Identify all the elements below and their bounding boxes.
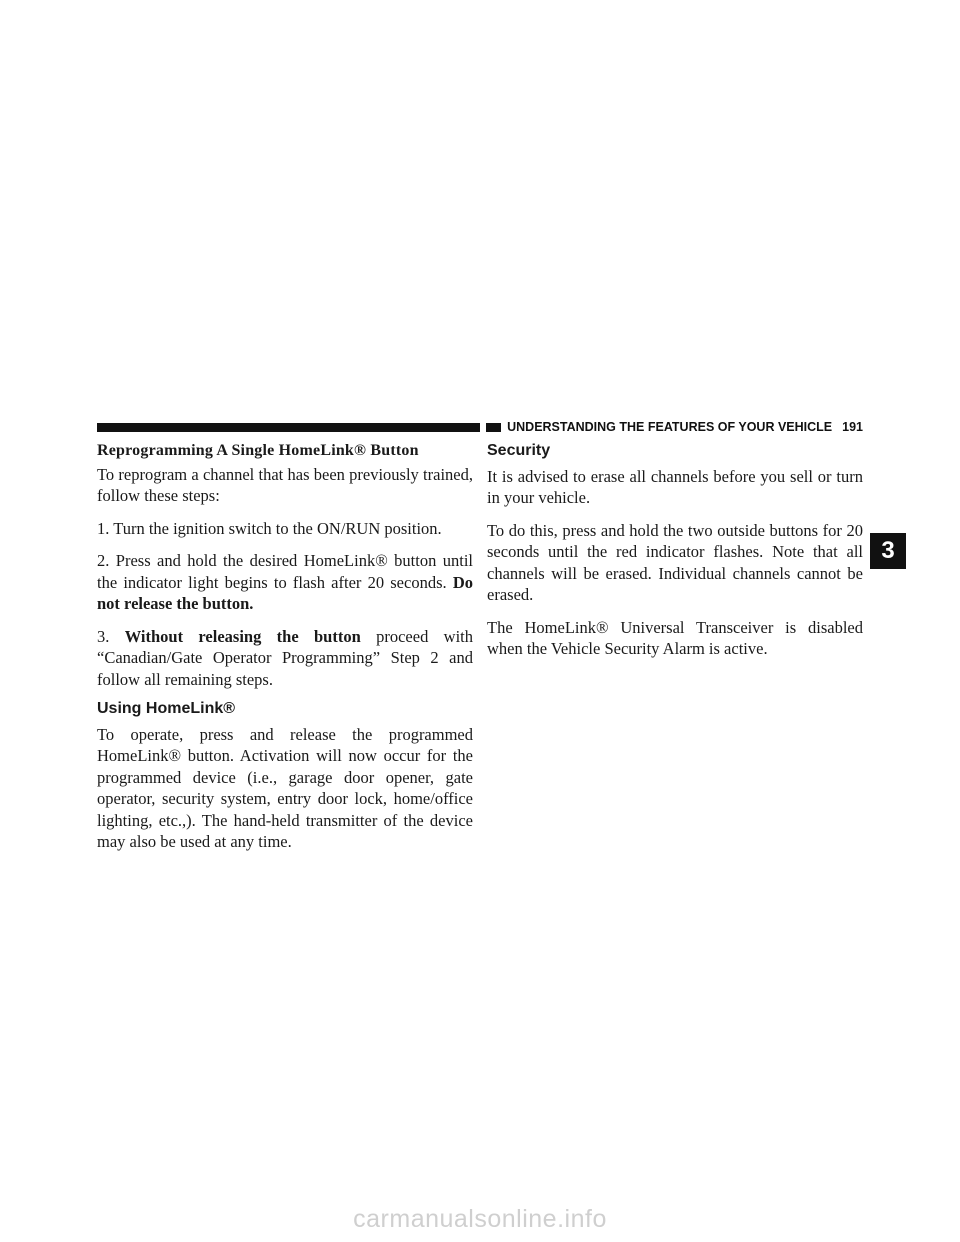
header-rule-left [97,423,480,432]
step-2 [97,550,473,615]
step-3 [97,626,473,691]
step-2-text: 2. Press and hold the desired HomeLink® button until the indicator light begins to flash after 20 seconds. [97,551,473,592]
security-paragraph-1: It is advised to erase all channels before you sell or turn in your vehicle. [487,466,863,507]
security-paragraph-2: To do this, press and hold the two outside buttons for 20 seconds until the red indicator flashes. Note that all channels will be erased. Individual channels cannot be erased. [487,520,863,604]
right-column [487,440,863,671]
heading-security: Security [487,442,551,459]
step-1: 1. Turn the ignition switch to the ON/RUN position. [97,518,442,538]
step-3-number: 3. [97,626,110,646]
left-column [97,440,473,864]
page-number: 191 [842,420,863,434]
reprogram-intro: To reprogram a channel that has been previously trained, follow these steps: [97,464,473,505]
heading-reprogramming: Reprogramming A Single HomeLink® Button [97,442,419,459]
step-3-bold: Without releasing the button [124,626,361,646]
running-header [501,418,863,437]
heading-using-homelink: Using HomeLink® [97,700,236,717]
step-2-warning: Do not release the button. [97,572,473,613]
step-3-text: proceed with “Canadian/Gate Operator Programming” Step 2 and follow all remaining steps. [97,626,473,689]
header-title: UNDERSTANDING THE FEATURES OF YOUR VEHICLE [507,420,833,434]
section-tab: 3 [870,533,906,569]
security-paragraph-3: The HomeLink® Universal Transceiver is disabled when the Vehicle Security Alarm is active. [487,617,863,658]
watermark: carmanualsonline.info [353,1205,607,1233]
using-homelink-text: To operate, press and release the programmed HomeLink® button. Activation will now occur for the programmed device (i.e., garage door opener, gate operator, security system, entry door lock, home/office lighting, etc.,). The hand-held transmitter of the device may also be used at any time. [97,724,473,851]
